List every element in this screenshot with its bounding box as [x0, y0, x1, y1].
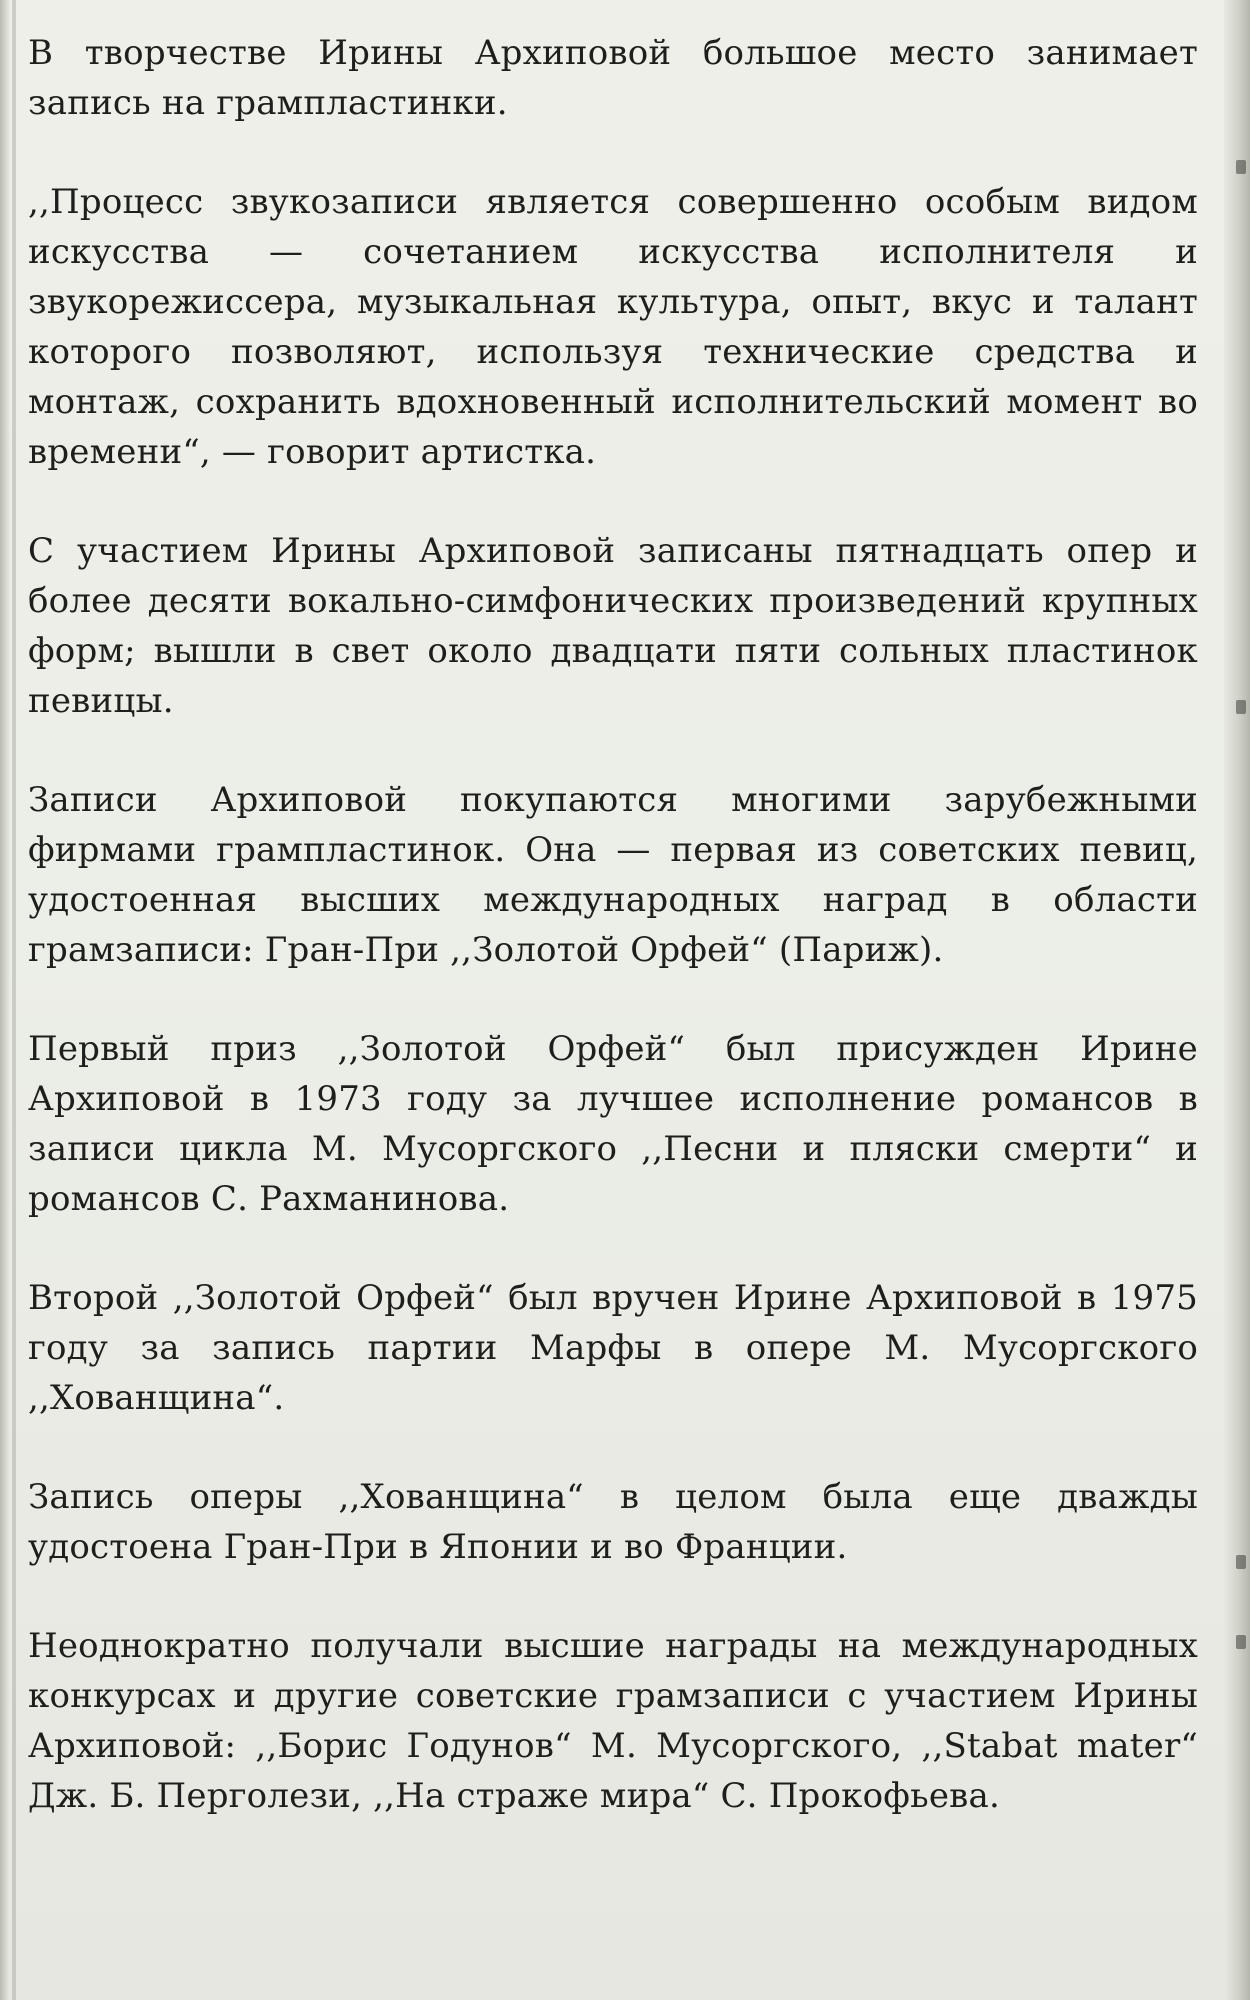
- edge-mark: [1236, 1635, 1246, 1649]
- edge-mark: [1236, 700, 1246, 714]
- paragraph-second-prize: Второй ,,Золотой Орфей“ был вручен Ирине Архиповой в 1975 году за запись партии Марфы в опере М. Мусоргского ,,Хованщина“.: [28, 1278, 1198, 1418]
- edge-mark: [1236, 1555, 1246, 1569]
- paragraph-awards: Записи Архиповой покупаются многими зарубежными фирмами грампластинок. Она — первая из советских певиц, удостоенная высших международных наград в области грамзаписи: Гран-При ,,Золотой Орфей“ (Париж).: [28, 780, 1198, 970]
- fold-line: [12, 0, 16, 2000]
- page-right-edge: [1224, 0, 1250, 2000]
- page-left-edge: [0, 0, 10, 2000]
- edge-mark: [1236, 160, 1246, 174]
- paragraph-quote: ,,Процесс звукозаписи является совершенно особым видом искусства — сочетанием искусства исполнителя и звукорежиссера, музыкальная культура, опыт, вкус и талант которого позволяют, используя технические средства и монтаж, сохранить вдохновенный исполнительский момент во времени“, — говорит артистка.: [28, 182, 1198, 472]
- paragraph-recordings: С участием Ирины Архиповой записаны пятнадцать опер и более десяти вокально-симфонических произведений крупных форм; вышли в свет около двадцати пяти сольных пластинок певицы.: [28, 531, 1198, 721]
- paragraph-first-prize: Первый приз ,,Золотой Орфей“ был присужден Ирине Архиповой в 1973 году за лучшее исполнение романсов в записи цикла М. Мусоргского ,,Песни и пляски смерти“ и романсов С. Рахманинова.: [28, 1029, 1198, 1219]
- article-text: [28, 28, 1198, 1821]
- paragraph-khovanshchina: Запись оперы ,,Хованщина“ в целом была еще дважды удостоена Гран-При в Японии и во Франции.: [28, 1477, 1198, 1567]
- paragraph-intro: В творчестве Ирины Архиповой большое место занимает запись на грампластинки.: [28, 33, 1198, 123]
- paragraph-other-awards: Неоднократно получали высшие награды на международных конкурсах и другие советские грамзаписи с участием Ирины Архиповой: ,,Борис Годунов“ М. Мусоргского, ,,Stabat mater“ Дж. Б. Перголези, ,,На страже мира“ С. Прокофьева.: [28, 1626, 1198, 1816]
